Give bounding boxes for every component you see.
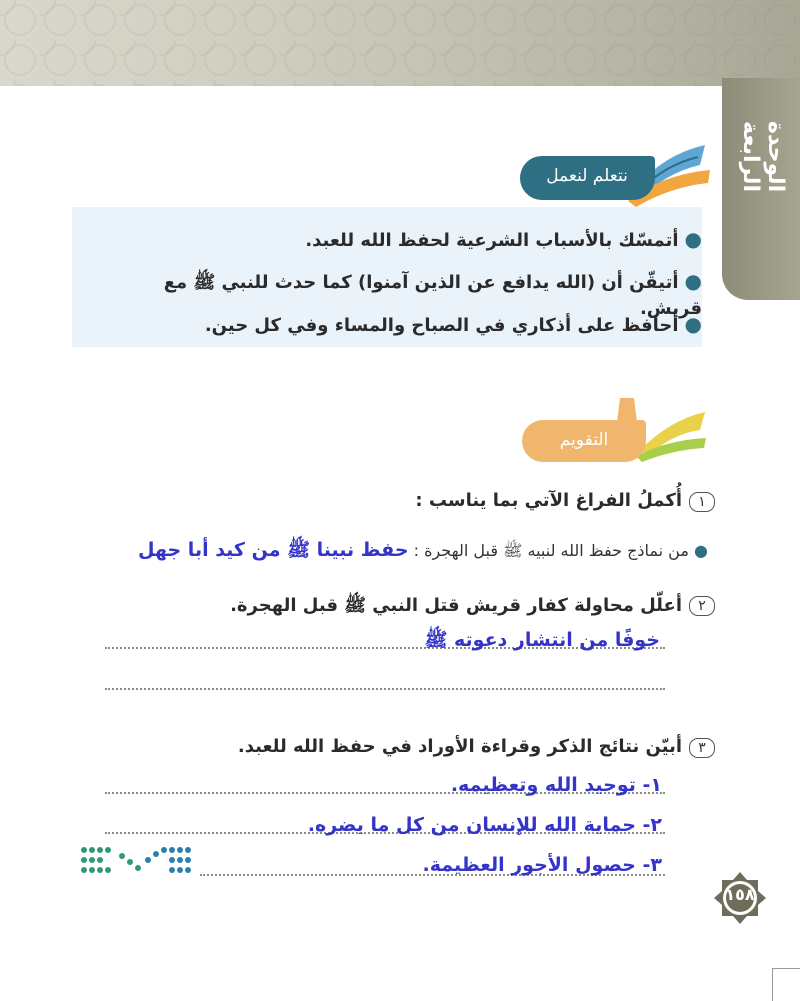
bullet-icon: ● bbox=[684, 269, 702, 293]
answer-line bbox=[105, 686, 665, 690]
handwritten-answer: ١- توحيد الله وتعظيمه. bbox=[450, 774, 662, 796]
question-number: ١ bbox=[689, 492, 715, 512]
ministry-logo bbox=[78, 842, 196, 882]
question-number: ٢ bbox=[689, 596, 715, 616]
page-number: ١٥٨ bbox=[725, 885, 755, 904]
bullet-icon: ● bbox=[694, 541, 708, 560]
bullet-icon: ● bbox=[684, 312, 702, 336]
crop-mark bbox=[772, 968, 800, 1001]
handwritten-answer: ٣- حصول الأجور العظيمة. bbox=[422, 854, 662, 876]
question-text: أُكملُ الفراغ الآتي بما يناسب : bbox=[415, 490, 682, 511]
question-text: أبيّن نتائج الذكر وقراءة الأوراد في حفظ الله للعبد. bbox=[237, 736, 682, 757]
unit-tab-label: الوحدة الرابعة bbox=[738, 121, 788, 193]
top-decorative-band bbox=[0, 0, 800, 86]
handwritten-answer: خوفًا من انتشار دعوته ﷺ bbox=[424, 629, 660, 651]
assessment-section-title: التقويم bbox=[559, 430, 609, 450]
prompt-text: من نماذج حفظ الله لنبيه ﷺ قبل الهجرة : bbox=[413, 541, 689, 560]
learn-section-title: نتعلم لنعمل bbox=[546, 166, 628, 186]
learn-item bbox=[142, 226, 702, 254]
question-text: أعلّل محاولة كفار قريش قتل النبي ﷺ قبل الهجرة. bbox=[230, 595, 682, 616]
handwritten-answer: ٢- حماية الله للإنسان من كل ما يضره. bbox=[307, 814, 662, 836]
question-number: ٣ bbox=[689, 738, 715, 758]
question-prompt bbox=[138, 538, 708, 566]
learn-item-text: أتيقّن أن (الله يدافع عن الذين آمنوا) كما حدث للنبي ﷺ مع قريش. bbox=[163, 272, 702, 319]
bullet-icon: ● bbox=[684, 227, 702, 251]
band-pattern bbox=[0, 0, 800, 86]
learn-item-text: أتمسّك بالأسباب الشرعية لحفظ الله للعبد. bbox=[305, 230, 679, 251]
learn-item-text: أحافظ على أذكاري في الصباح والمساء وفي كل حين. bbox=[204, 315, 679, 336]
handwritten-answer: حفظ نبينا ﷺ من كيد أبا جهل bbox=[138, 539, 409, 561]
learn-item bbox=[142, 311, 702, 339]
